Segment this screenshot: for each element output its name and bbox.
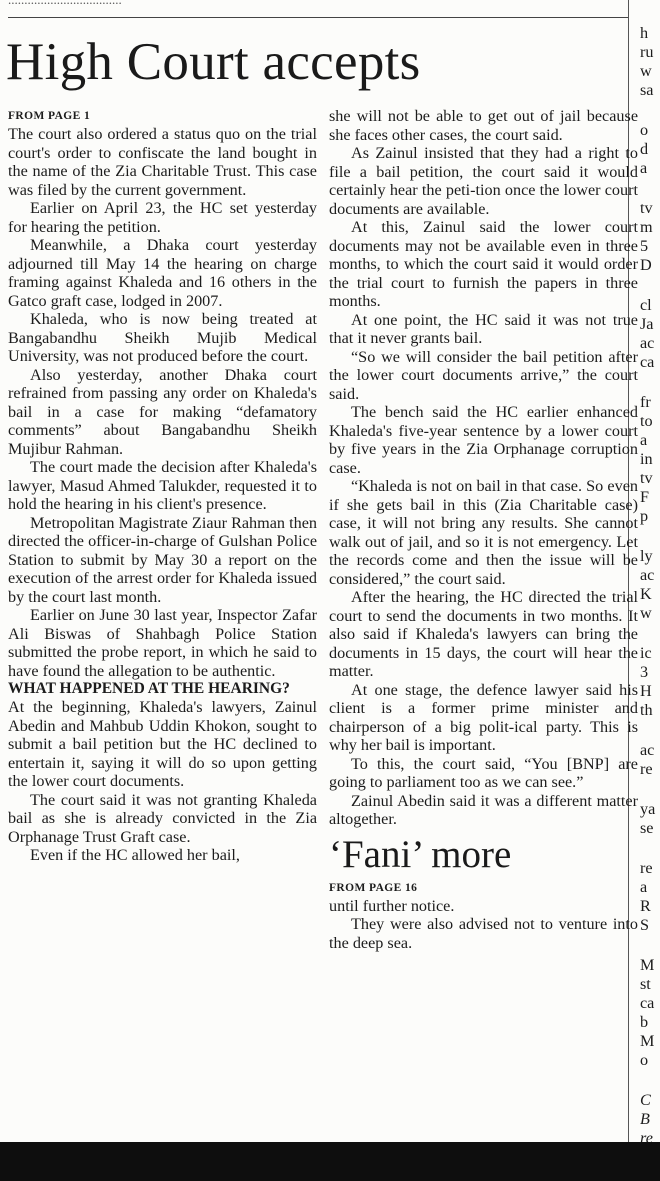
paragraph: As Zainul insisted that they had a right to file a bail petition, the court said it would certainly hear the peti-tion once the lower court documents are available. — [329, 144, 638, 218]
right-fragment: st — [640, 975, 651, 993]
right-fragment: re — [640, 760, 653, 778]
paragraph: At one point, the HC said it was not true that it never grants bail. — [329, 310, 638, 347]
right-fragment: a — [640, 431, 648, 449]
right-fragment: tv — [640, 199, 653, 217]
right-fragment: re — [640, 859, 653, 877]
paragraph: “So we will consider the bail petition after the lower court documents arrive,” the court said. — [329, 347, 638, 403]
right-fragment: ac — [640, 566, 655, 584]
right-fragment: in — [640, 450, 653, 468]
right-fragment: h — [640, 24, 649, 42]
right-fragment: o — [640, 121, 649, 139]
right-fragment: ac — [640, 741, 655, 759]
left-column — [8, 107, 317, 865]
paragraph: Meanwhile, a Dhaka court yesterday adjourned till May 14 the hearing on charge framing against Khaleda and 16 others in the Gatco graft case, lodged in 2007. — [8, 236, 317, 310]
right-fragment: re — [640, 1129, 653, 1142]
right-fragment: to — [640, 412, 653, 430]
right-fragment: 3 — [640, 663, 649, 681]
right-fragment: ru — [640, 43, 654, 61]
right-fragment: M — [640, 956, 655, 974]
paragraph: she will not be able to get out of jail because she faces other cases, the court said. — [329, 107, 638, 144]
right-fragment: 5 — [640, 237, 649, 255]
paragraph: Earlier on June 30 last year, Inspector Zafar Ali Biswas of Shahbagh Police Station submitted the probe report, in which he said to have found the allegation to be authentic. — [8, 606, 317, 680]
right-fragment: fr — [640, 393, 651, 411]
right-fragment: F — [640, 488, 650, 506]
right-fragment: o — [640, 1051, 649, 1069]
right-fragment: w — [640, 62, 652, 80]
paragraph: Khaleda, who is now being treated at Bangabandhu Sheikh Mujib Medical University, was not produced before the court. — [8, 310, 317, 365]
right-fragment: tv — [640, 469, 653, 487]
right-fragment: sa — [640, 81, 654, 99]
right-fragment: D — [640, 256, 652, 274]
paragraph: Also yesterday, another Dhaka court refrained from passing any order on Khaleda's bail in a case for making “defamatory comments” about Bangabandhu Sheikh Mujibur Rahman. — [8, 365, 317, 458]
paragraph: At this, Zainul said the lower court documents may not be available even in three months, to which the court said it would order the trial court to furnish the papers in three months. — [329, 218, 638, 310]
right-fragment: C — [640, 1091, 651, 1109]
right-fragment: ac — [640, 334, 655, 352]
right-fragment: ca — [640, 353, 655, 371]
right-fragment: ly — [640, 547, 653, 565]
paragraph: Metropolitan Magistrate Ziaur Rahman then directed the officer-in-charge of Gulshan Police Station to submit by May 30 a report on the execution of the arrest order for Khaleda issued by the court last month. — [8, 513, 317, 606]
right-fragment: a — [640, 159, 648, 177]
right-fragment: B — [640, 1110, 650, 1128]
right-fragment: ca — [640, 994, 655, 1012]
section-subhead: WHAT HAPPENED AT THE HEARING? — [8, 680, 290, 697]
top-rule — [8, 17, 628, 18]
right-fragment: d — [640, 140, 649, 158]
top-fragment — [8, 0, 122, 8]
headline: High Court accepts — [6, 33, 421, 91]
second-story-kicker: FROM PAGE 16 — [329, 881, 418, 894]
right-fragment: H — [640, 682, 652, 700]
right-fragment: th — [640, 701, 653, 719]
middle-column — [329, 107, 638, 952]
paragraph: The court made the decision after Khaleda's lawyer, Masud Ahmed Talukder, requested it to hold the hearing in his client's presence. — [8, 458, 317, 513]
right-fragment: Ja — [640, 315, 654, 333]
right-fragment: w — [640, 604, 652, 622]
right-fragment: se — [640, 819, 654, 837]
right-fragment: p — [640, 507, 649, 525]
bottom-black-bar — [0, 1142, 660, 1181]
right-fragment: ic — [640, 644, 652, 662]
paragraph: Zainul Abedin said it was a different matter altogether. — [329, 791, 638, 828]
right-fragment: m — [640, 218, 653, 236]
right-fragment: cl — [640, 296, 652, 314]
right-column-fragments — [640, 0, 660, 1142]
right-fragment: M — [640, 1032, 655, 1050]
right-fragment: ya — [640, 800, 656, 818]
right-fragment: b — [640, 1013, 649, 1031]
paragraph: At one stage, the defence lawyer said his client is a former prime minister and chairperson of a big polit-ical party. This is why her bail is important. — [329, 680, 638, 754]
paragraph: until further notice. — [329, 896, 455, 915]
right-fragment: S — [640, 916, 650, 934]
paragraph: At the beginning, Khaleda's lawyers, Zainul Abedin and Mahbub Uddin Khokon, sought to submit a bail petition but the HC declined to entertain it, saying it will do so upon getting the lower court documents. — [8, 698, 317, 790]
paragraph: Even if the HC allowed her bail, — [30, 846, 240, 864]
paragraph: To this, the court said, “You [BNP] are going to parliament too as we can see.” — [329, 754, 638, 791]
paragraph: The court said it was not granting Khaleda bail as she is already convicted in the Zia Orphanage Trust Graft case. — [8, 790, 317, 846]
right-fragment: a — [640, 878, 648, 896]
right-fragment: R — [640, 897, 651, 915]
right-fragment: K — [640, 585, 652, 603]
paragraph: They were also advised not to venture into the deep sea. — [329, 915, 638, 952]
kicker-from-page: FROM PAGE 1 — [8, 110, 91, 122]
paragraph: The bench said the HC earlier enhanced Khaleda's five-year sentence by a lower court by five years in the Zia Orphanage corruption case. — [329, 403, 638, 477]
paragraph: After the hearing, the HC directed the trial court to send the documents in two months. It also said if Khaleda's lawyers can bring the documents in 15 days, the court will hear the matter. — [329, 588, 638, 680]
second-story-headline: ‘Fani’ more — [329, 832, 512, 876]
paragraph: The court also ordered a status quo on the trial court's order to confiscate the land bought in the name of the Zia Charitable Trust. This case was filed by the current government. — [8, 125, 317, 199]
paragraph: Earlier on April 23, the HC set yesterday for hearing the petition. — [8, 199, 317, 236]
paragraph: “Khaleda is not on bail in that case. So even if she gets bail in this (Zia Charitable case) case, it will not bring any results. She cannot walk out of jail, and so it is not emergency. Let the records come and then the issue will be considered,” the court said. — [329, 477, 638, 588]
